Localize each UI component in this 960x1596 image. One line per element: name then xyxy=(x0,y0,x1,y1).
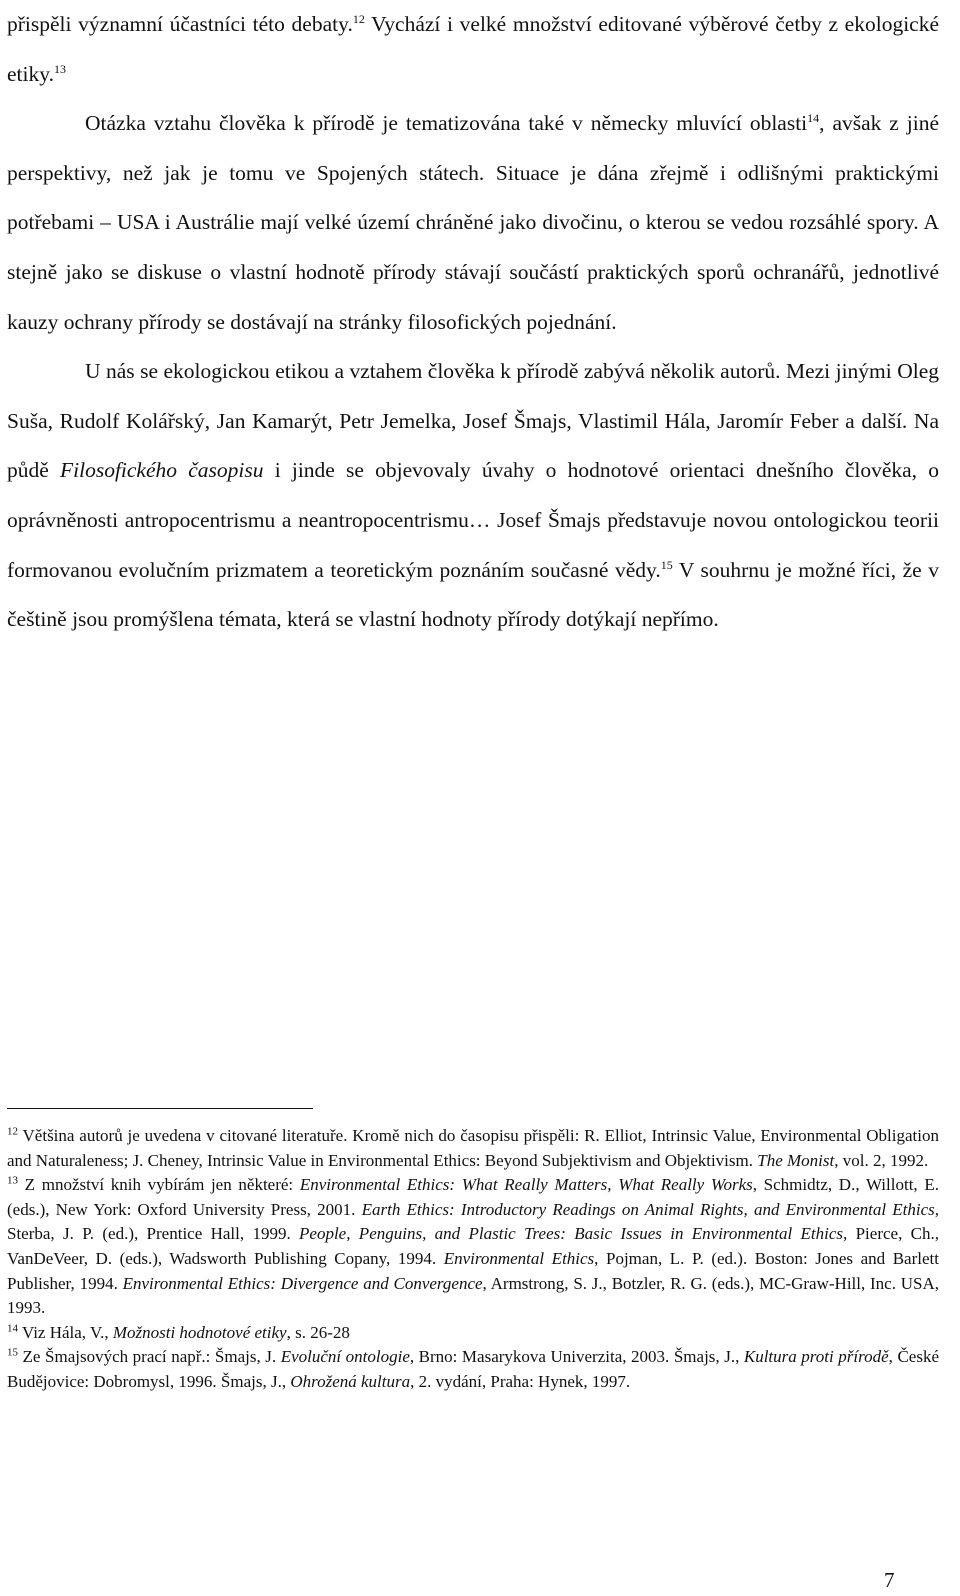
text: Vychází i velké množství editované výběrové četby z ekologické etiky. xyxy=(7,12,940,86)
text: i jinde se objevovaly úvahy o hodnotové orientaci dnešního člověka, o oprávněnosti antropocentrismu a neantropocentrismu… Josef Šmajs představuje novou ontologickou teorii formovanou evolučním prizmatem a teoretickým poznáním současné vědy. xyxy=(7,458,939,582)
footnotes xyxy=(7,1124,939,1395)
footnote-number: 12 xyxy=(7,1125,18,1138)
footnote-12 xyxy=(7,1124,939,1173)
italic-title: The Monist xyxy=(757,1150,835,1170)
italic-title: Kultura proti přírodě xyxy=(743,1347,889,1367)
journal-title: Filosofického časopisu xyxy=(60,458,264,483)
footnote-ref-14[interactable]: 14 xyxy=(807,111,820,126)
text: Viz Hála, V., xyxy=(18,1322,113,1342)
text: , 2. vydání, Praha: Hynek, 1997. xyxy=(410,1371,631,1391)
paragraph-2 xyxy=(7,99,939,347)
page-number: 7 xyxy=(884,1568,895,1592)
text: , Pojman, L. P. (ed.). Boston: Jones and Barlett Publisher, 1994. xyxy=(7,1248,939,1293)
footnote-ref-12[interactable]: 12 xyxy=(352,11,365,26)
footnote-15 xyxy=(7,1345,939,1394)
footnote-number: 13 xyxy=(7,1174,18,1187)
footnote-13 xyxy=(7,1173,939,1321)
italic-title: Environmental Ethics: Divergence and Convergence xyxy=(122,1273,483,1293)
text: , vol. 2, 1992. xyxy=(834,1150,929,1170)
text: U nás se ekologickou etikou a vztahem člověka k přírodě zabývá několik autorů. Mezi jinými Oleg Suša, Rudolf Kolářský, Jan Kamarýt, Petr Jemelka, Josef Šmajs, Vlastimil Hála, Jaromír Feber a další. Na půdě xyxy=(7,359,939,483)
footnote-number: 14 xyxy=(7,1322,18,1335)
text: V souhrnu je možné říci, že v češtině jsou promýšlena témata, která se vlastní hodnoty přírody dotýkají nepřímo. xyxy=(7,557,939,632)
text: Pierce, Ch., VanDeVeer, D. (eds.), Wadsworth Publishing Copany, 1994. xyxy=(7,1224,939,1268)
text: Otázka vztahu člověka k přírodě je tematizována také v německy mluvící oblasti xyxy=(85,111,808,136)
text: , Schmidtz, D., Willott, E. (eds.), New York: Oxford University Press, 2001. xyxy=(7,1175,939,1219)
text: Z množství knih vybírám jen některé: xyxy=(18,1175,300,1195)
text: přispěli významní účastníci této debaty. xyxy=(7,12,353,36)
text: Ze Šmajsových prací např.: Šmajs, J. xyxy=(18,1347,281,1367)
italic-title: Earth Ethics: Introductory Readings on Animal Rights, and Environmental Ethics xyxy=(361,1199,935,1219)
footnote-14 xyxy=(7,1321,939,1346)
italic-title: Evoluční ontologie xyxy=(280,1347,410,1367)
italic-title: Environmental Ethics xyxy=(443,1248,595,1268)
italic-title: Environmental Ethics: What Really Matters, What Really Works xyxy=(299,1175,753,1195)
footnote-divider xyxy=(7,1108,313,1109)
footnote-ref-15[interactable]: 15 xyxy=(660,557,673,572)
italic-title: Ohrožená kultura xyxy=(290,1371,411,1391)
text: , avšak z jiné perspektivy, než jak je tomu ve Spojených státech. Situace je dána zřejmě i odlišnými praktickými potřebami – USA i Austrálie mají velké území chráněné jako divočinu, o kterou se vedou rozsáhlé spory. A stejně jako se diskuse o vlastní hodnotě přírody stávají součástí praktických sporů ochranářů, jednotlivé kauzy ochrany přírody se dostávají na stránky filosofických pojednání. xyxy=(7,111,939,334)
text: , Armstrong, S. J., Botzler, R. G. (eds.), MC-Graw-Hill, Inc. USA, 1993. xyxy=(7,1273,940,1318)
text: , s. 26-28 xyxy=(286,1322,350,1342)
body-text xyxy=(7,0,939,645)
paragraph-1 xyxy=(7,0,939,99)
footnote-number: 15 xyxy=(7,1346,18,1359)
italic-title: People, Penguins, and Plastic Trees: Basic Issues in Environmental Ethics, xyxy=(299,1224,848,1244)
footnote-ref-13[interactable]: 13 xyxy=(53,61,66,76)
text: , České Budějovice: Dobromysl, 1996. Šmajs, J., xyxy=(7,1347,939,1391)
text: , Brno: Masarykova Univerzita, 2003. Šmajs, J., xyxy=(409,1347,744,1367)
paragraph-3 xyxy=(7,347,939,645)
italic-title: Možnosti hodnotové etiky xyxy=(112,1322,287,1342)
text: , Sterba, J. P. (ed.), Prentice Hall, 1999. xyxy=(7,1199,940,1244)
text: Většina autorů je uvedena v citované literatuře. Kromě nich do časopisu přispěli: R. Elliot, Intrinsic Value, Environmental Obligation and Naturaleness; J. Cheney, Intrinsic Value in Environmental Ethics: Beyond Subjektivism and Objektivism. xyxy=(7,1126,939,1170)
